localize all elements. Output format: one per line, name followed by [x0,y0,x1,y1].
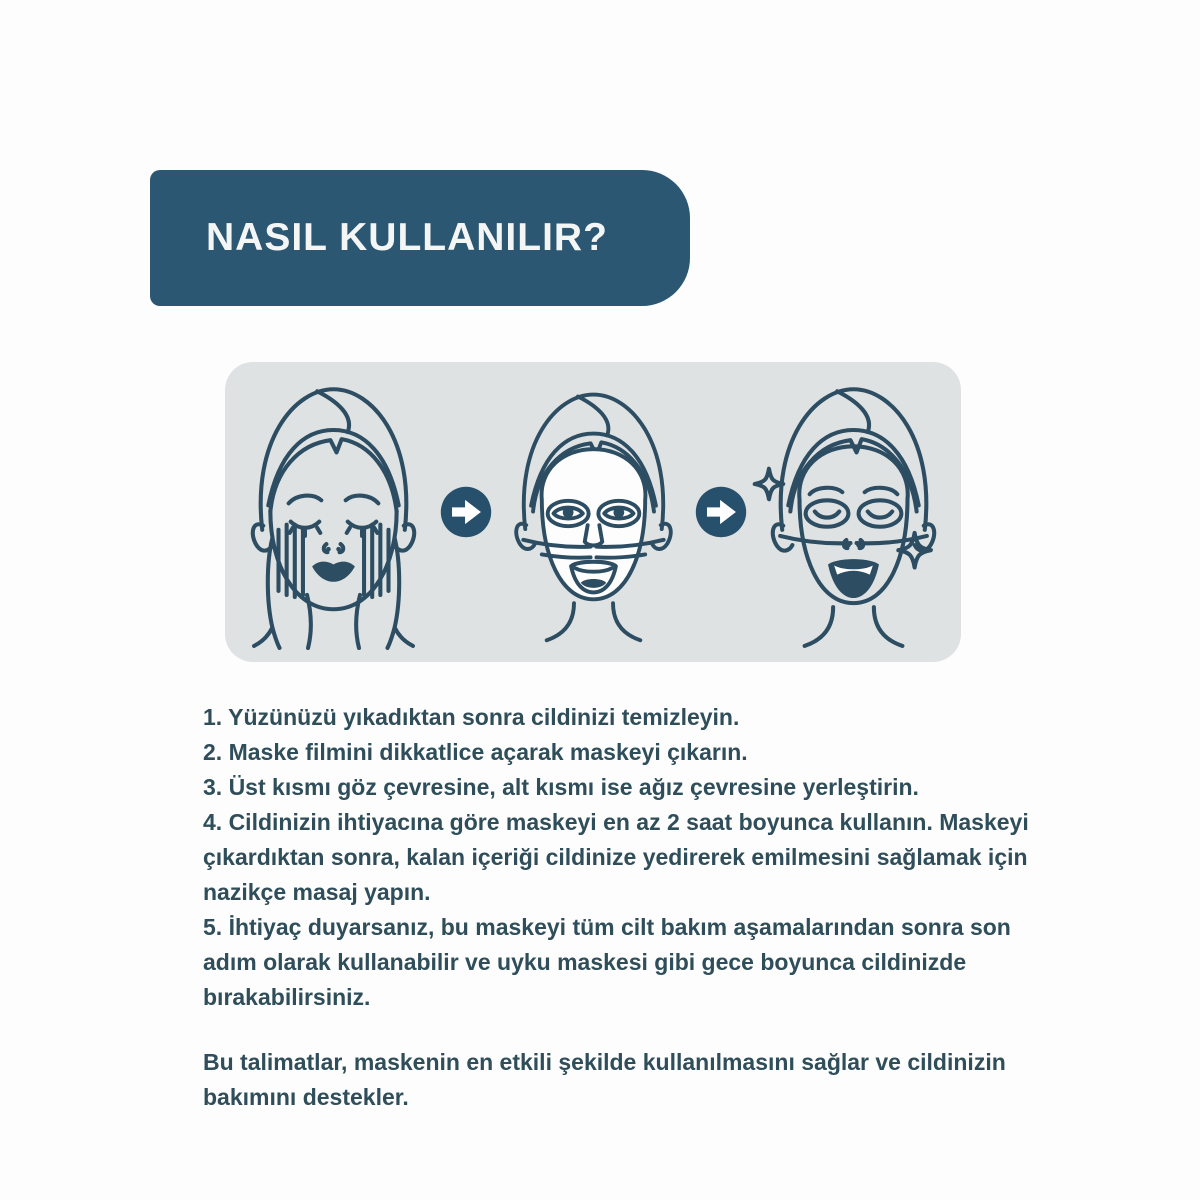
glowing-face-result-illustration [751,375,956,650]
arrow-right-icon [438,484,494,540]
instructions-text-block [203,700,1051,1115]
face-with-sheet-mask-illustration [496,375,691,650]
instruction-item: 5. İhtiyaç duyarsanız, bu maskeyi tüm cilt bakım aşamalarından sonra son adım olarak kullanabilir ve uyku maskesi gibi gece boyunca cildinizde bırakabilirsiniz. [203,914,1011,1010]
page-title: NASIL KULLANILIR? [206,216,608,259]
instruction-item: 4. Cildinizin ihtiyacına göre maskeyi en az 2 saat boyunca kullanın. Maskeyi çıkardıktan sonra, kalan içeriği cildinize yedirerek emilmesini sağlamak için nazikçe masaj yapın. [203,809,1029,905]
arrow-right-icon [693,484,749,540]
face-cleansing-illustration [231,375,436,650]
instruction-item: 2. Maske filmini dikkatlice açarak maskeyi çıkarın. [203,739,748,765]
usage-steps-illustration-panel [225,362,961,662]
title-banner [150,170,690,306]
instruction-item: 3. Üst kısmı göz çevresine, alt kısmı ise ağız çevresine yerleştirin. [203,774,919,800]
instruction-item: 1. Yüzünüzü yıkadıktan sonra cildinizi temizleyin. [203,704,740,730]
footer-note: Bu talimatlar, maskenin en etkili şekilde kullanılmasını sağlar ve cildinizin bakımını destekler. [203,1049,1006,1110]
